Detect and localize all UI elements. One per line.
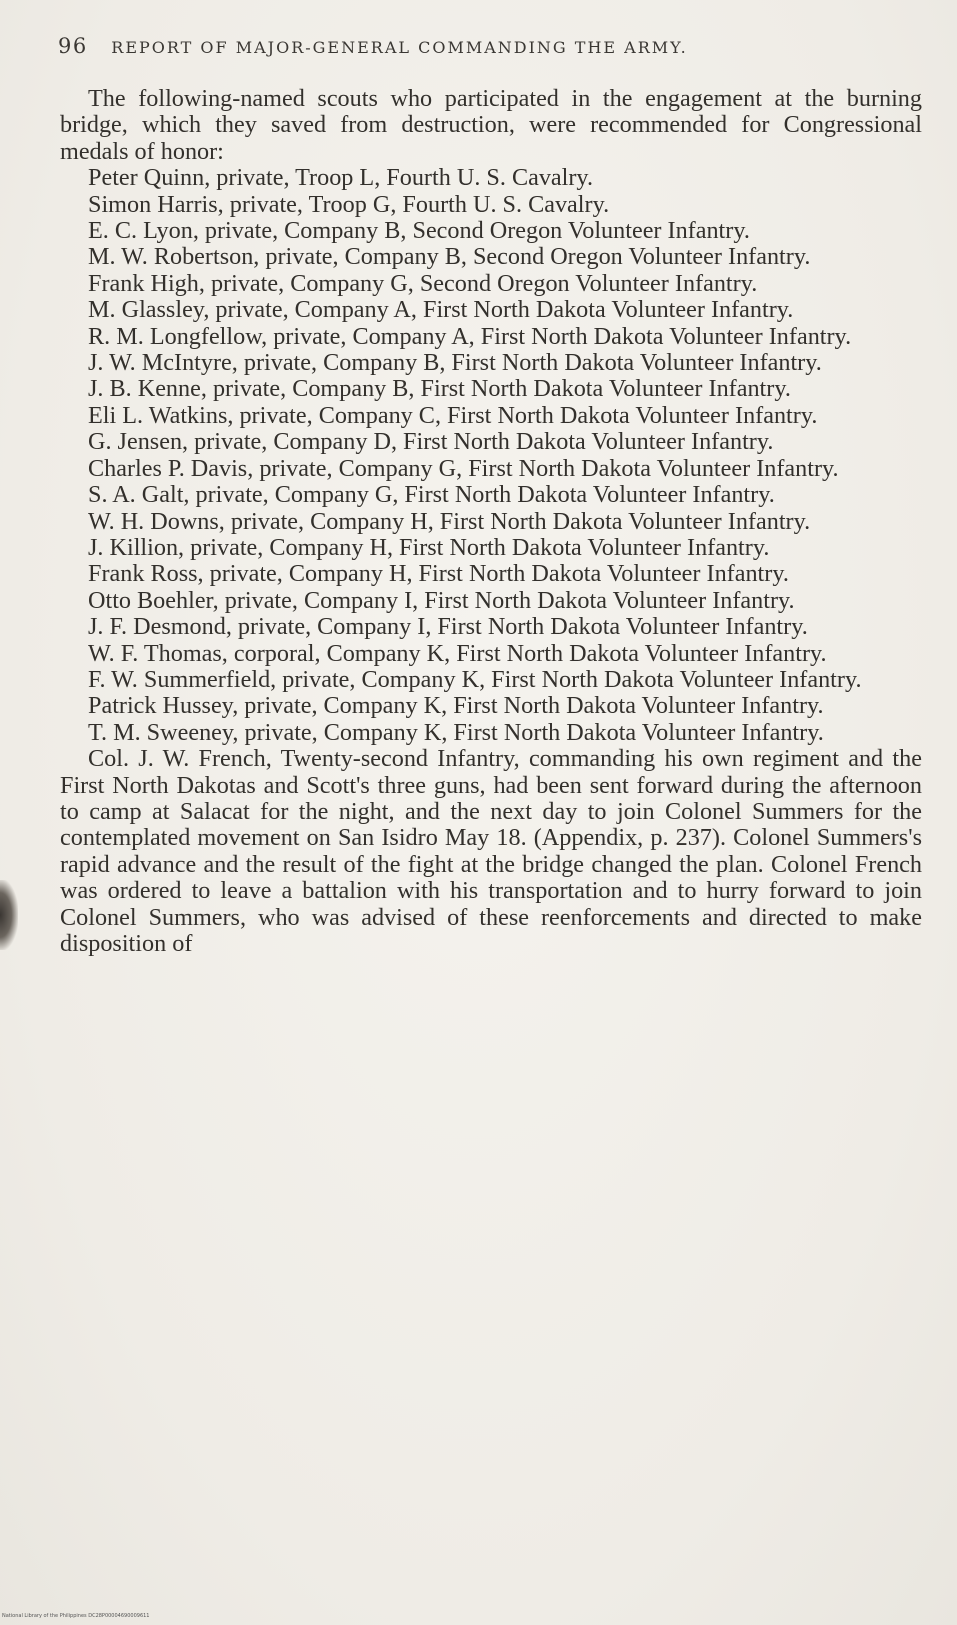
scout-entry: Simon Harris, private, Troop G, Fourth U. S. Cavalry. — [88, 190, 610, 218]
scout-entry: T. M. Sweeney, private, Company K, First North Dakota Volunteer Infantry. — [88, 718, 824, 746]
scan-footer: National Library of the Philippines DC28P00004690009611 — [2, 1613, 150, 1619]
scout-entry: R. M. Longfellow, private, Company A, First North Dakota Volunteer Infantry. — [88, 322, 852, 350]
scout-entry: S. A. Galt, private, Company G, First North Dakota Volunteer Infantry. — [88, 481, 775, 509]
body-text — [60, 86, 922, 957]
scout-entry: J. W. McIntyre, private, Company B, First North Dakota Volunteer Infantry. — [88, 349, 822, 377]
scout-entry: E. C. Lyon, private, Company B, Second Oregon Volunteer Infantry. — [88, 217, 750, 245]
scout-entry: J. Killion, private, Company H, First North Dakota Volunteer Infantry. — [88, 533, 770, 561]
running-title: REPORT OF MAJOR-GENERAL COMMANDING THE ARMY. — [111, 38, 688, 57]
intro-paragraph: The following-named scouts who participated in the engagement at the burning bridge, which they saved from destruction, were recommended for Congressional medals of honor: — [60, 85, 922, 165]
scout-entry: Charles P. Davis, private, Company G, First North Dakota Volunteer Infantry. — [88, 454, 839, 482]
binding-shadow — [0, 880, 18, 950]
scout-entry: Frank Ross, private, Company H, First North Dakota Volunteer Infantry. — [88, 560, 789, 588]
scout-entry: Otto Boehler, private, Company I, First North Dakota Volunteer Infantry. — [88, 586, 795, 614]
scout-entry: Frank High, private, Company G, Second Oregon Volunteer Infantry. — [88, 269, 758, 297]
scout-entry: W. H. Downs, private, Company H, First North Dakota Volunteer Infantry. — [88, 507, 811, 535]
scout-entry: Patrick Hussey, private, Company K, First North Dakota Volunteer Infantry. — [88, 692, 824, 720]
scout-entry: J. B. Kenne, private, Company B, First North Dakota Volunteer Infantry. — [88, 375, 791, 403]
scout-entry: J. F. Desmond, private, Company I, First North Dakota Volunteer Infantry. — [88, 613, 808, 641]
page-header — [58, 34, 918, 58]
scout-list — [60, 165, 922, 746]
scout-entry: Peter Quinn, private, Troop L, Fourth U. S. Cavalry. — [88, 164, 593, 192]
scout-entry: G. Jensen, private, Company D, First North Dakota Volunteer Infantry. — [88, 428, 774, 456]
scout-entry: Eli L. Watkins, private, Company C, First North Dakota Volunteer Infantry. — [88, 401, 818, 429]
scout-entry: W. F. Thomas, corporal, Company K, First North Dakota Volunteer Infantry. — [88, 639, 827, 667]
page-number: 96 — [58, 34, 88, 58]
scout-entry: M. W. Robertson, private, Company B, Second Oregon Volunteer Infantry. — [88, 243, 811, 271]
closing-paragraph: Col. J. W. French, Twenty-second Infantry, commanding his own regiment and the First North Dakotas and Scott's three guns, had been sent forward during the afternoon to camp at Salacat for the night, and the next day to join Colonel Summers for the contemplated movement on San Isidro May 18. (Appendix, p. 237). Colonel Summers's rapid advance and the result of the fight at the bridge changed the plan. Colonel French was ordered to leave a battalion with his transportation and to hurry forward to join Colonel Summers, who was advised of these reenforcements and directed to make disposition of — [60, 745, 922, 957]
scout-entry: M. Glassley, private, Company A, First North Dakota Volunteer Infantry. — [88, 296, 794, 324]
scout-entry: F. W. Summerfield, private, Company K, First North Dakota Volunteer Infantry. — [88, 665, 862, 693]
